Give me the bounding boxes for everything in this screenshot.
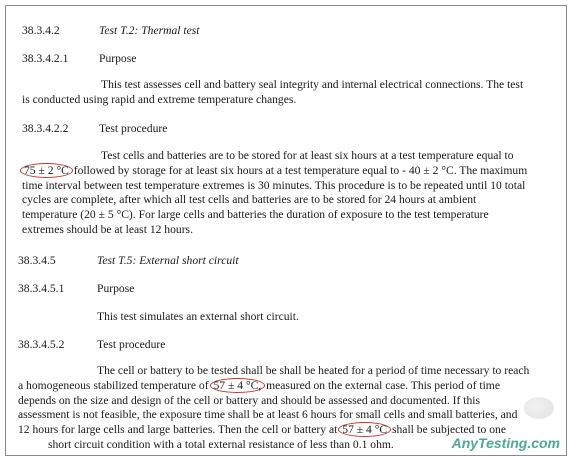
- text-line: This test assesses cell and battery seal integrity and internal electrical connections. The test: [101, 78, 524, 91]
- text-line: depends on the size and design of the cell or battery and should be assessed and documented. If this: [18, 393, 481, 407]
- text-line: [18, 379, 558, 394]
- text-line: Test cells and batteries are to be stored for at least six hours at a test temperature equal to: [101, 149, 514, 162]
- text-line: [22, 164, 556, 179]
- watermark-logo-icon: [524, 397, 554, 419]
- subsection-title: Purpose: [99, 52, 137, 65]
- section-number: 38.3.4.2: [22, 24, 60, 37]
- text-line: The cell or battery to be tested shall be shall be heated for a period of time necessary to reach: [97, 364, 530, 377]
- procedure-paragraph: [22, 149, 556, 238]
- text-fragment: followed by storage for at least six hours at a test temperature equal to - 40 ± 2 °C. The maximum: [73, 163, 528, 177]
- text-line: short circuit condition with a total external resistance of less than 0.1 ohm.: [48, 437, 394, 451]
- subsection-number: 38.3.4.5.2: [18, 338, 65, 351]
- purpose-text: This test simulates an external short circuit.: [97, 310, 299, 323]
- text-fragment: measured on the external case. This period of time: [266, 378, 500, 392]
- text-fragment: 12 hours for large cells and large batteries. Then the cell or battery at: [18, 423, 338, 437]
- subsection-title: Test procedure: [97, 338, 166, 351]
- section-number: 38.3.4.5: [18, 254, 56, 267]
- text-line: cycles are complete, after which all test cells and batteries are to be stored for 24 hours at ambient: [22, 193, 477, 207]
- section-title: Test T.2: Thermal test: [99, 24, 200, 37]
- highlighted-temperature: 57 ± 4 °C: [338, 422, 391, 437]
- text-line: temperature (20 ± 5 °C). For large cells and batteries the duration of exposure to the test temperature: [22, 208, 489, 222]
- watermark: AnyTesting.com: [451, 435, 560, 451]
- text-line: time interval between test temperature extremes is 30 minutes. This procedure is to be repeated until 10 total: [22, 178, 526, 192]
- subsection-title: Purpose: [97, 282, 135, 295]
- text-fragment: a homogeneous stabilized temperature of: [18, 378, 209, 392]
- subsection-number: 38.3.4.2.2: [22, 122, 69, 135]
- subsection-title: Test procedure: [99, 122, 168, 135]
- text-line: assessment is not feasible, the exposure time shall be at least 6 hours for small cells and small batteries, and: [18, 408, 518, 422]
- purpose-paragraph: [22, 78, 556, 108]
- text-fragment: shall be subjected to one: [392, 423, 506, 437]
- highlighted-temperature: 57 ± 4 °C,: [210, 378, 266, 393]
- subsection-number: 38.3.4.2.1: [22, 52, 69, 65]
- subsection-number: 38.3.4.5.1: [18, 282, 65, 295]
- text-line: extremes should be at least 12 hours.: [22, 222, 193, 236]
- section-title: Test T.5: External short circuit: [97, 254, 239, 267]
- text-line: is conducted using rapid and extreme temperature changes.: [22, 92, 297, 106]
- highlighted-temperature: 75 ± 2 °C: [20, 163, 73, 178]
